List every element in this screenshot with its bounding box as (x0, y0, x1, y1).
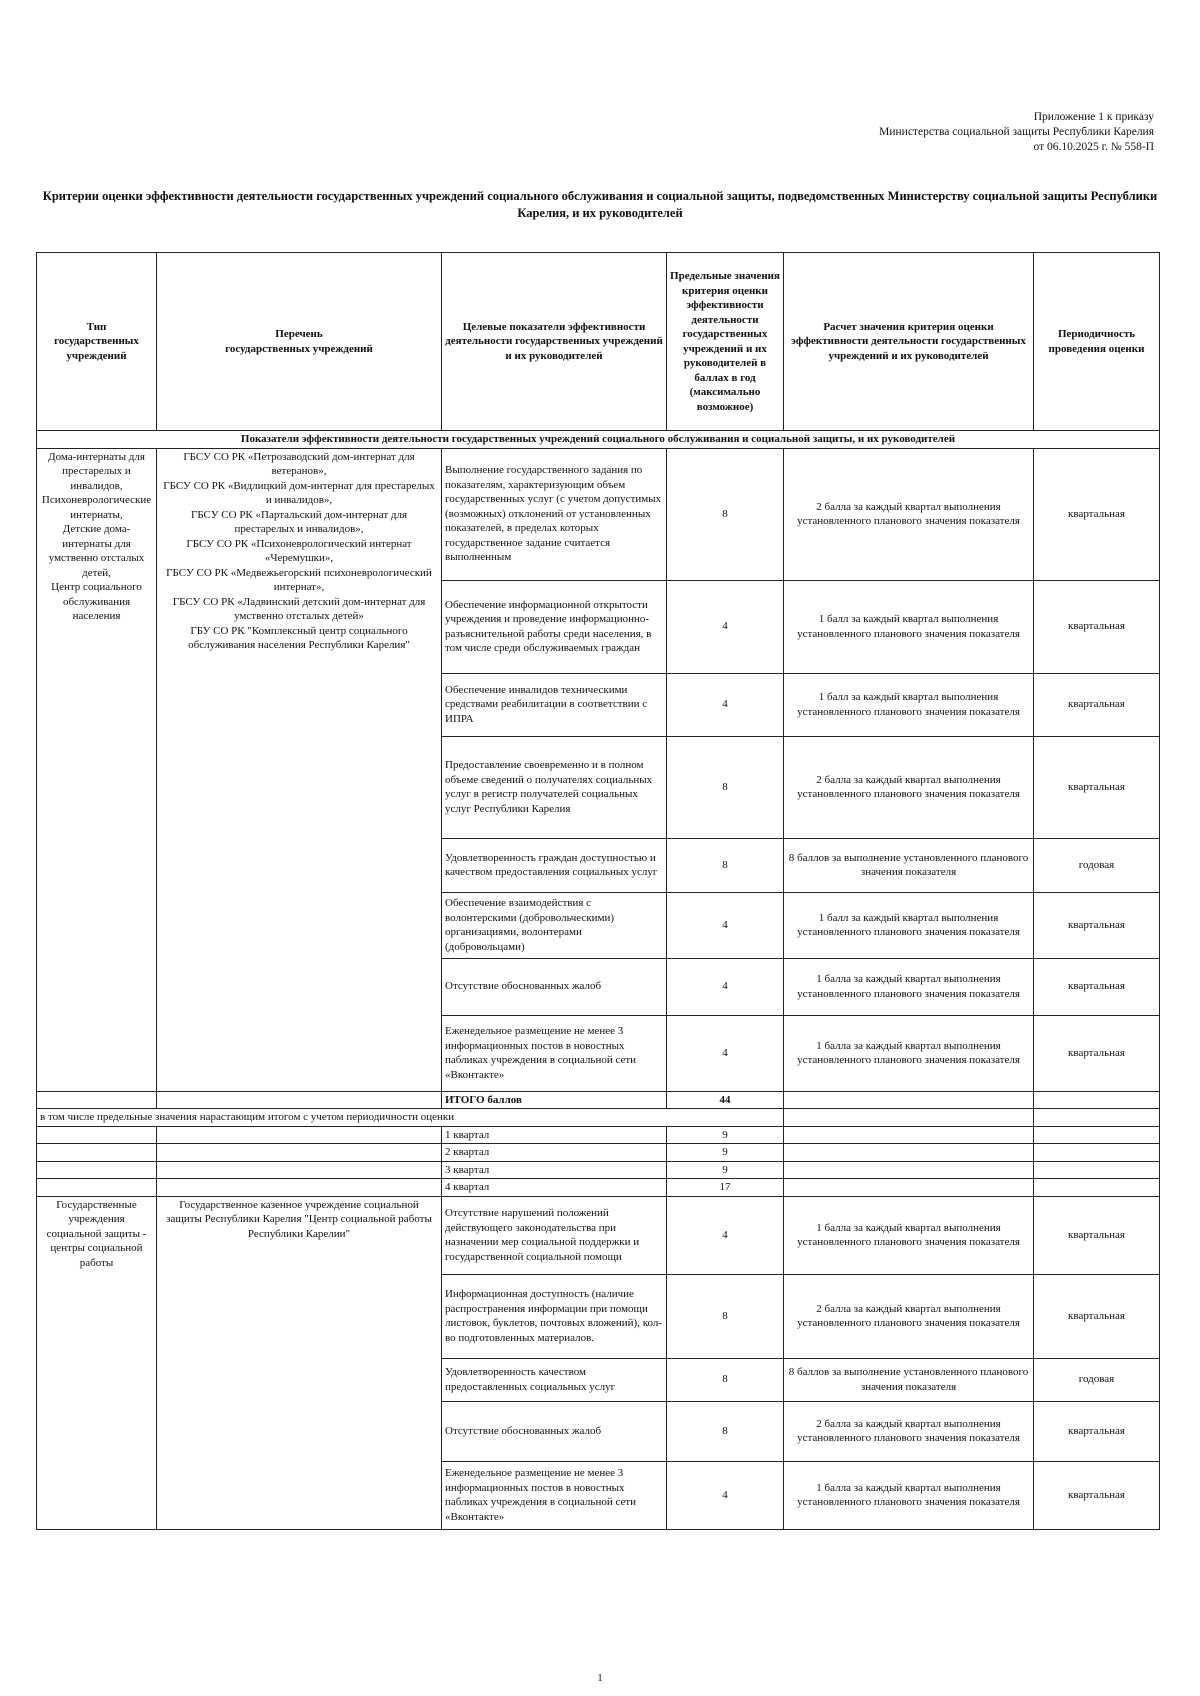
score-cell: 4 (667, 1461, 784, 1529)
section-title: Показатели эффективности деятельности государственных учреждений социального обслуживания и социальной защиты, и их руководителей (37, 431, 1160, 449)
empty-cell (157, 1126, 442, 1144)
score-cell: 8 (667, 448, 784, 580)
indicator-cell: Еженедельное размещение не менее 3 информационных постов в новостных пабликах учреждения в социальной сети «Вконтакте» (442, 1461, 667, 1529)
empty-cell (37, 1091, 157, 1109)
quarter-value: 9 (667, 1126, 784, 1144)
score-cell: 4 (667, 1196, 784, 1274)
indicator-cell: Отсутствие обоснованных жалоб (442, 1401, 667, 1461)
header-calc: Расчет значения критерия оценки эффективности деятельности государственных учреждений и их руководителей (784, 253, 1034, 431)
empty-cell (157, 1144, 442, 1162)
total-value: 44 (667, 1091, 784, 1109)
approval-line: Министерства социальной защиты Республики Карелия (879, 126, 1154, 138)
period-cell: квартальная (1034, 1274, 1160, 1358)
total-label: ИТОГО баллов (442, 1091, 667, 1109)
quarter-row (37, 1179, 1160, 1197)
period-cell: квартальная (1034, 1015, 1160, 1091)
quarter-label: 2 квартал (442, 1144, 667, 1162)
empty-cell (1034, 1161, 1160, 1179)
cumulative-note: в том числе предельные значения нарастающим итогом с учетом периодичности оценки (37, 1109, 784, 1127)
institution-list: ГБСУ СО РК «Петрозаводский дом-интернат для ветеранов», ГБСУ СО РК «Видлицкий дом-интернат для престарелых и инвалидов», ГБСУ СО РК «Партальский дом-интернат для престарелых и инвалидов», ГБСУ СО РК «Психоневрологический интернат «Черемушки», ГБСУ СО РК «Медвежьегорский психоневрологический интернат», ГБСУ СО РК «Ладвинский детский дом-интернат для умственно отсталых детей» ГБУ СО РК "Комплексный центр социального обслуживания населения Республики Карелия" (157, 448, 442, 1091)
quarter-value: 9 (667, 1144, 784, 1162)
empty-cell (157, 1179, 442, 1197)
empty-cell (37, 1161, 157, 1179)
criteria-table (36, 252, 1160, 1530)
empty-cell (1034, 1126, 1160, 1144)
indicator-cell: Выполнение государственного задания по показателям, характеризующим объем государственных услуг (с учетом допустимых (возможных) отклонений от установленных показателей, в пределах которых государственное задание считается выполненным (442, 448, 667, 580)
quarter-row (37, 1144, 1160, 1162)
empty-cell (784, 1179, 1034, 1197)
document-title: Критерии оценки эффективности деятельности государственных учреждений социального обслуживания и социальной защиты, подведомственных Министерству социальной защиты Республики Карелия, и их руководителей (42, 189, 1158, 220)
empty-cell (1034, 1109, 1160, 1127)
calc-cell: 1 балла за каждый квартал выполнения установленного планового значения показателя (784, 1015, 1034, 1091)
table-row (37, 1196, 1160, 1274)
period-cell: годовая (1034, 838, 1160, 892)
period-cell: квартальная (1034, 580, 1160, 673)
indicator-cell: Удовлетворенность качеством предоставленных социальных услуг (442, 1358, 667, 1401)
table-row (37, 448, 1160, 580)
empty-cell (157, 1161, 442, 1179)
score-cell: 8 (667, 736, 784, 838)
empty-cell (37, 1144, 157, 1162)
calc-cell: 1 балл за каждый квартал выполнения установленного планового значения показателя (784, 673, 1034, 736)
indicator-cell: Предоставление своевременно и в полном объеме сведений о получателях социальных услуг в регистр получателей социальных услуг Республики Карелия (442, 736, 667, 838)
quarter-value: 17 (667, 1179, 784, 1197)
indicator-cell: Еженедельное размещение не менее 3 информационных постов в новостных пабликах учреждения в социальной сети «Вконтакте» (442, 1015, 667, 1091)
header-row (37, 253, 1160, 431)
quarter-row (37, 1161, 1160, 1179)
period-cell: годовая (1034, 1358, 1160, 1401)
indicator-cell: Отсутствие обоснованных жалоб (442, 958, 667, 1015)
calc-cell: 1 балл за каждый квартал выполнения установленного планового значения показателя (784, 580, 1034, 673)
calc-cell: 2 балла за каждый квартал выполнения установленного планового значения показателя (784, 448, 1034, 580)
calc-cell: 1 балла за каждый квартал выполнения установленного планового значения показателя (784, 1461, 1034, 1529)
period-cell: квартальная (1034, 892, 1160, 958)
score-cell: 4 (667, 892, 784, 958)
calc-cell: 2 балла за каждый квартал выполнения установленного планового значения показателя (784, 736, 1034, 838)
header-period: Периодичность проведения оценки (1034, 253, 1160, 431)
score-cell: 4 (667, 958, 784, 1015)
empty-cell (37, 1179, 157, 1197)
empty-cell (1034, 1091, 1160, 1109)
calc-cell: 2 балла за каждый квартал выполнения установленного планового значения показателя (784, 1401, 1034, 1461)
empty-cell (784, 1109, 1034, 1127)
indicator-cell: Обеспечение инвалидов техническими средствами реабилитации в соответствии с ИПРА (442, 673, 667, 736)
indicator-cell: Обеспечение информационной открытости учреждения и проведение информационно-разъяснительной работы среди населения, в том числе среди обслуживаемых граждан (442, 580, 667, 673)
header-limits: Предельные значения критерия оценки эффективности деятельности государственных учреждений и их руководителей в баллах в год (максимально возможное) (667, 253, 784, 431)
score-cell: 4 (667, 673, 784, 736)
calc-cell: 8 баллов за выполнение установленного планового значения показателя (784, 1358, 1034, 1401)
empty-cell (157, 1091, 442, 1109)
institution-type: Дома-интернаты для престарелых и инвалидов, Психоневрологические интернаты, Детские дома-интернаты для умственно отсталых детей, Центр социального обслуживания населения (37, 448, 157, 1091)
page-number: 1 (597, 1672, 603, 1684)
institution-type: Государственные учреждения социальной защиты - центры социальной работы (37, 1196, 157, 1529)
section-row (37, 431, 1160, 449)
score-cell: 8 (667, 838, 784, 892)
total-row (37, 1091, 1160, 1109)
score-cell: 8 (667, 1358, 784, 1401)
empty-cell (784, 1126, 1034, 1144)
empty-cell (37, 1126, 157, 1144)
empty-cell (1034, 1144, 1160, 1162)
quarter-label: 1 квартал (442, 1126, 667, 1144)
empty-cell (1034, 1179, 1160, 1197)
indicator-cell: Отсутствие нарушений положений действующего законодательства при назначении мер социальной поддержки и государственной социальной помощи (442, 1196, 667, 1274)
score-cell: 8 (667, 1401, 784, 1461)
quarter-row (37, 1126, 1160, 1144)
cumulative-note-row (37, 1109, 1160, 1127)
calc-cell: 8 баллов за выполнение установленного планового значения показателя (784, 838, 1034, 892)
header-targets: Целевые показатели эффективности деятельности государственных учреждений и их руководителей (442, 253, 667, 431)
calc-cell: 2 балла за каждый квартал выполнения установленного планового значения показателя (784, 1274, 1034, 1358)
empty-cell (784, 1144, 1034, 1162)
calc-cell: 1 балл за каждый квартал выполнения установленного планового значения показателя (784, 892, 1034, 958)
indicator-cell: Обеспечение взаимодействия с волонтерскими (добровольческими) организациями, волонтерами (добровольцами) (442, 892, 667, 958)
quarter-label: 4 квартал (442, 1179, 667, 1197)
period-cell: квартальная (1034, 736, 1160, 838)
approval-stamp (879, 110, 1154, 155)
institution-list: Государственное казенное учреждение социальной защиты Республики Карелия "Центр социальной работы Республики Карелии" (157, 1196, 442, 1529)
score-cell: 4 (667, 1015, 784, 1091)
period-cell: квартальная (1034, 958, 1160, 1015)
period-cell: квартальная (1034, 673, 1160, 736)
approval-line: от 06.10.2025 г. № 558-П (1033, 141, 1154, 153)
indicator-cell: Информационная доступность (наличие распространения информации при помощи листовок, буклетов, почтовых вложений), кол-во подготовленных материалов. (442, 1274, 667, 1358)
period-cell: квартальная (1034, 1196, 1160, 1274)
approval-line: Приложение 1 к приказу (1033, 111, 1154, 123)
header-list: Перечень государственных учреждений (157, 253, 442, 431)
quarter-value: 9 (667, 1161, 784, 1179)
empty-cell (784, 1161, 1034, 1179)
period-cell: квартальная (1034, 1461, 1160, 1529)
indicator-cell: Удовлетворенность граждан доступностью и качеством предоставления социальных услуг (442, 838, 667, 892)
period-cell: квартальная (1034, 1401, 1160, 1461)
header-type: Тип государственных учреждений (37, 253, 157, 431)
calc-cell: 1 балла за каждый квартал выполнения установленного планового значения показателя (784, 1196, 1034, 1274)
calc-cell: 1 балла за каждый квартал выполнения установленного планового значения показателя (784, 958, 1034, 1015)
score-cell: 4 (667, 580, 784, 673)
period-cell: квартальная (1034, 448, 1160, 580)
score-cell: 8 (667, 1274, 784, 1358)
empty-cell (784, 1091, 1034, 1109)
quarter-label: 3 квартал (442, 1161, 667, 1179)
